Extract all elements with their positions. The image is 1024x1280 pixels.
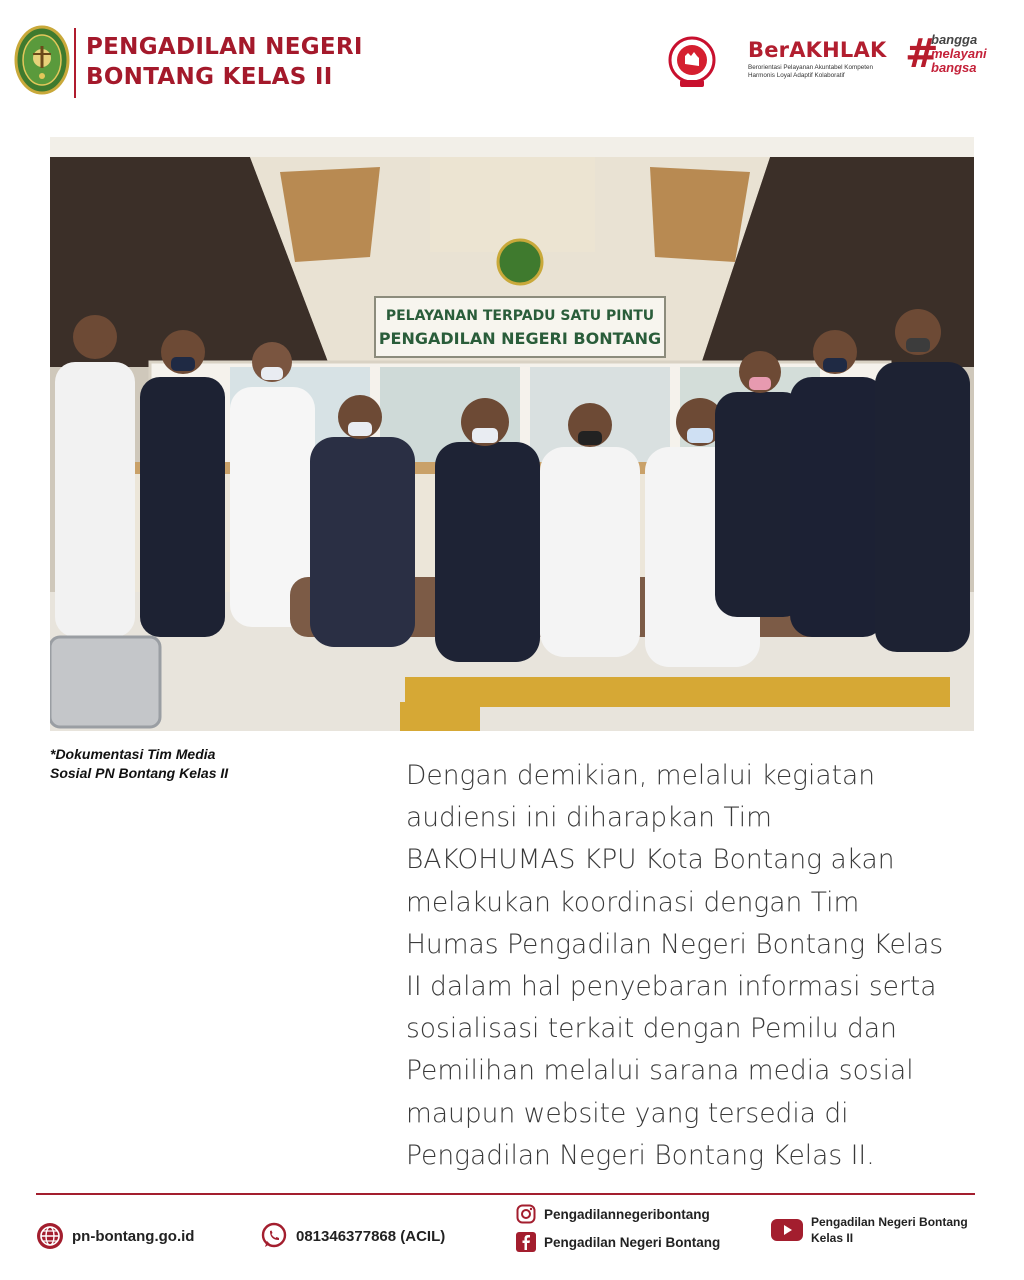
instagram-icon: [516, 1204, 536, 1224]
caption-line1: *Dokumentasi Tim Media: [50, 746, 216, 762]
website-text: pn-bontang.go.id: [72, 1227, 195, 1245]
youtube-text: Pengadilan Negeri Bontang Kelas II: [811, 1215, 968, 1245]
footer-divider: [36, 1193, 975, 1195]
header: [0, 0, 1024, 110]
sign-text-line1: PELAYANAN TERPADU SATU PINTU: [385, 308, 655, 324]
hashtag-icon: #: [905, 31, 939, 77]
caption-line2: Sosial PN Bontang Kelas II: [50, 765, 229, 781]
body-line: Dengan demikian, melalui kegiatan: [406, 760, 876, 791]
sign-text-line2: PENGADILAN NEGERI BONTANG: [378, 329, 662, 348]
footer-website-link[interactable]: [36, 1222, 194, 1250]
footer-instagram-link[interactable]: [516, 1204, 710, 1224]
instagram-text: Pengadilannegeribontang: [544, 1206, 710, 1222]
body-line: sosialisasi terkait dengan Pemilu dan: [406, 1013, 897, 1045]
berakhlak-word: BerAKHLAK: [748, 38, 887, 62]
facebook-icon: [516, 1232, 536, 1252]
footer-facebook-link[interactable]: [516, 1232, 720, 1252]
bangga-words: [931, 33, 987, 75]
body-line: BAKOHUMAS KPU Kota Bontang akan: [406, 844, 895, 876]
berakhlak-tagline-2: Harmonis Loyal Adaptif Kolaboratif: [748, 72, 845, 79]
body-line: Pemilihan melalui sarana media sosial: [406, 1055, 914, 1087]
body-line: II dalam hal penyebaran informasi serta: [406, 971, 937, 1003]
court-title: [86, 32, 363, 92]
disk-badge-logo: [664, 36, 720, 88]
court-title-line2: BONTANG KELAS II: [86, 64, 333, 90]
body-line: Humas Pengadilan Negeri Bontang Kelas: [406, 928, 944, 960]
footer-youtube-link[interactable]: [771, 1214, 981, 1246]
group-photo: [50, 137, 974, 731]
group-photo-illustration: [50, 137, 974, 731]
court-emblem-logo: [14, 24, 70, 96]
body-line: melakukan koordinasi dengan Tim: [406, 886, 860, 918]
youtube-icon: [771, 1218, 803, 1242]
header-divider: [74, 28, 76, 98]
globe-icon: [36, 1222, 64, 1250]
berakhlak-tagline: [748, 64, 898, 80]
court-title-line1: PENGADILAN NEGERI: [86, 34, 363, 60]
body-paragraph: [406, 755, 986, 1177]
facebook-text: Pengadilan Negeri Bontang: [544, 1234, 721, 1250]
body-line: audiensi ini diharapkan Tim: [406, 802, 772, 834]
berakhlak-tagline-1: Berorientasi Pelayanan Akuntabel Kompeten: [748, 64, 873, 71]
footer-whatsapp-link[interactable]: [260, 1222, 445, 1250]
bangga-word-1: bangga: [931, 32, 978, 47]
bangga-melayani-bangsa-logo: [905, 32, 1005, 82]
photo-caption: [50, 745, 310, 783]
bangga-word-3: bangsa: [931, 60, 977, 75]
whatsapp-text: 081346377868 (ACIL): [296, 1227, 446, 1245]
berakhlak-logo: [748, 38, 898, 88]
whatsapp-icon: [260, 1222, 288, 1250]
body-line: Pengadilan Negeri Bontang Kelas II.: [406, 1139, 875, 1171]
bangga-word-2: melayani: [931, 46, 987, 61]
body-line: maupun website yang tersedia di: [406, 1097, 849, 1129]
